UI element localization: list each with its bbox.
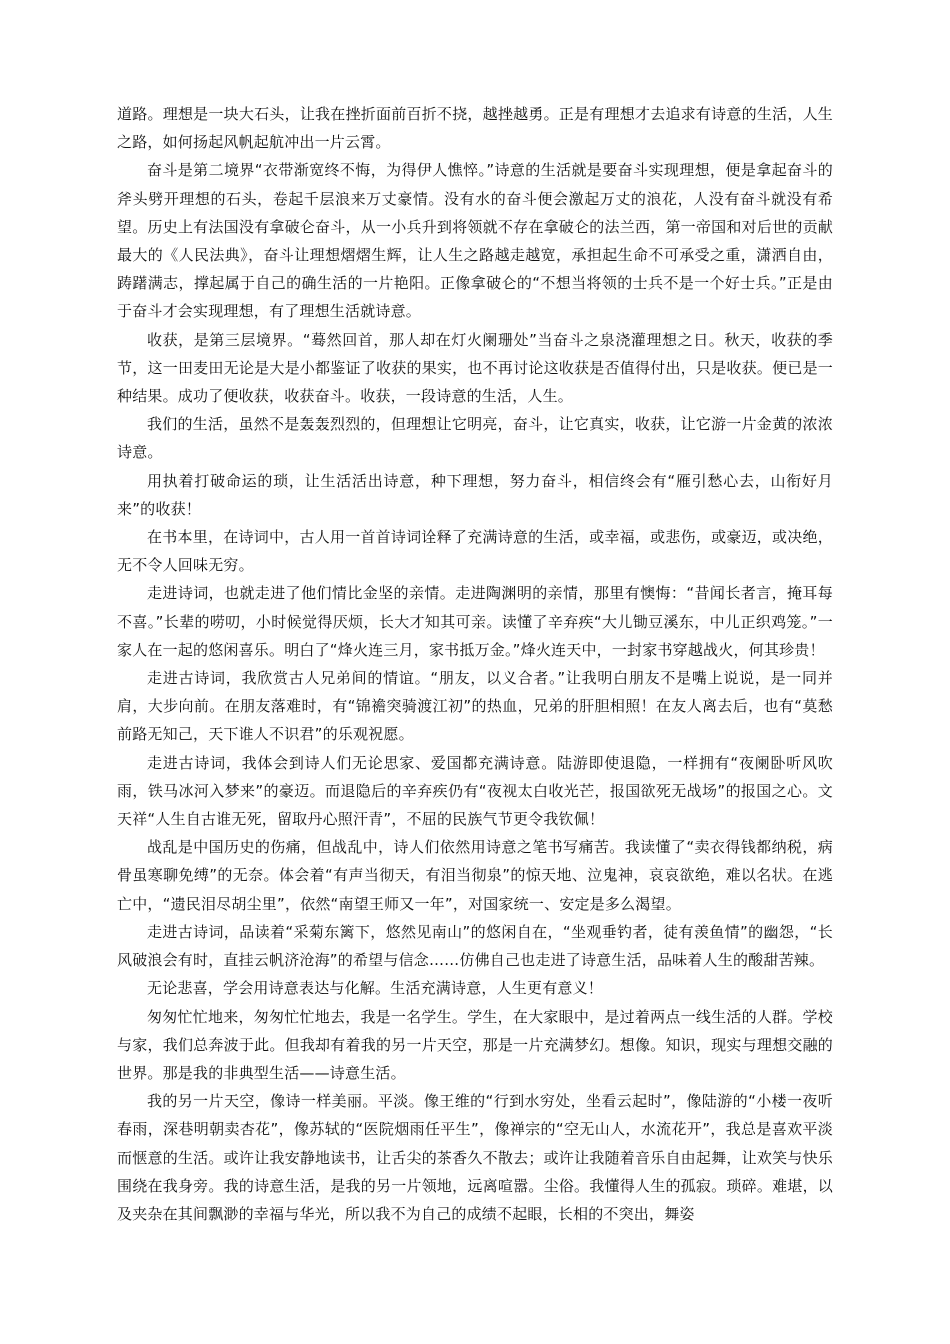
paragraph: 我们的生活，虽然不是轰轰烈烈的，但理想让它明亮，奋斗，让它真实，收获，让它游一片金黄的浓浓诗意。 bbox=[117, 415, 833, 462]
paragraph: 走进古诗词，我体会到诗人们无论思家、爱国都充满诗意。陆游即使退隐，一样拥有“夜阑卧听风吹雨，铁马冰河入梦来”的豪迈。而退隐后的辛弃疾仍有“夜视太白收光芒，报国欲死无战场”的报国之心。文天祥“人生自古谁无死，留取丹心照汗青”，不屈的民族气节更令我钦佩！ bbox=[117, 753, 833, 829]
paragraph: 奋斗是第二境界“衣带渐宽终不悔，为得伊人憔悴。”诗意的生活就是要奋斗实现理想，便是拿起奋斗的斧头劈开理想的石头，卷起千层浪来万丈豪情。没有水的奋斗便会激起万丈的浪花，人没有奋斗就没有希望。历史上有法国没有拿破仑奋斗，从一小兵升到将领就不存在拿破仑的法兰西，第一帝国和对后世的贡献最大的《人民法典》，奋斗让理想熠熠生辉，让人生之路越走越宽，承担起生命不可承受之重，潇洒自由，踌躇满志，撑起属于自己的确生活的一片艳阳。正像拿破仑的“不想当将领的士兵不是一个好士兵。”正是由于奋斗才会实现理想，有了理想生活就诗意。 bbox=[117, 161, 833, 321]
paragraph: 用执着打破命运的琐，让生活活出诗意，种下理想，努力奋斗，相信终会有“雁引愁心去，山衔好月来”的收获！ bbox=[117, 471, 833, 518]
paragraph: 走进诗词，也就走进了他们情比金坚的亲情。走进陶渊明的亲情，那里有懊悔：“昔闻长者言，掩耳每不喜。”长辈的唠叨，小时候觉得厌烦，长大才知其可亲。读懂了辛弃疾“大儿锄豆溪东，中儿正织鸡笼。”一家人在一起的悠闲喜乐。明白了“烽火连三月，家书抵万金。”烽火连天中，一封家书穿越战火，何其珍贵！ bbox=[117, 584, 833, 659]
paragraph: 在书本里，在诗词中，古人用一首首诗词诠释了充满诗意的生活，或幸福，或悲伤，或豪迈，或决绝，无不令人回味无穷。 bbox=[117, 528, 833, 575]
paragraph: 战乱是中国历史的伤痛，但战乱中，诗人们依然用诗意之笔书写痛苦。我读懂了“卖衣得钱都纳税，病骨虽寒聊免缚”的无奈。体会着“有声当彻天，有泪当彻泉”的惊天地、泣鬼神，哀哀欲绝，难以名状。在逃亡中，“遗民泪尽胡尘里”，依然“南望王师又一年”，对国家统一、安定是多么渴望。 bbox=[117, 838, 833, 913]
paragraph: 走进古诗词，我欣赏古人兄弟间的情谊。“朋友，以义合者。”让我明白朋友不是嘴上说说，是一同并肩，大步向前。在朋友落难时，有“锦襜突骑渡江初”的热血，兄弟的肝胆相照！在友人离去后，也有“莫愁前路无知己，天下谁人不识君”的乐观祝愿。 bbox=[117, 669, 833, 744]
paragraph: 无论悲喜，学会用诗意表达与化解。生活充满诗意，人生更有意义！ bbox=[147, 979, 604, 998]
paragraph: 走进古诗词，品读着“采菊东篱下，悠然见南山”的悠闲自在，“坐观垂钓者，徒有羡鱼情”的幽怨，“长风破浪会有时，直挂云帆济沧海”的希望与信念……仿佛自己也走进了诗意生活，品味着人生的酸甜苦辣。 bbox=[117, 922, 833, 970]
paragraph: 我的另一片天空，像诗一样美丽。平淡。像王维的“行到水穷处，坐看云起时”，像陆游的“小楼一夜听春雨，深巷明朝卖杏花”，像苏轼的“医院烟雨任平生”，像禅宗的“空无山人，水流花开”，我总是喜欢平淡而惬意的生活。或许让我安静地读书，让舌尖的茶香久不散去；或许让我随着音乐自由起舞，让欢笑与快乐围绕在我身旁。我的诗意生活，是我的另一片领地，远离喧嚣。尘俗。我懂得人生的孤寂。琐碎。难堪，以及夹杂在其间飘渺的幸福与华光，所以我不为自己的成绩不起眼，长相的不突出，舞姿 bbox=[117, 1092, 833, 1223]
document-body bbox=[117, 100, 833, 1228]
paragraph: 道路。理想是一块大石头，让我在挫折面前百折不挠，越挫越勇。正是有理想才去追求有诗意的生活，人生之路，如何扬起风帆起航冲出一片云霄。 bbox=[117, 105, 833, 152]
paragraph: 收获，是第三层境界。“蓦然回首，那人却在灯火阑珊处”当奋斗之泉浇灌理想之日。秋天，收获的季节，这一田麦田无论是大是小都鉴证了收获的果实，也不再讨论这收获是否值得付出，只是收获。便已是一种结果。成功了便收获，收获奋斗。收获，一段诗意的生活，人生。 bbox=[117, 330, 833, 406]
paragraph: 匆匆忙忙地来，匆匆忙忙地去，我是一名学生。学生，在大家眼中，是过着两点一线生活的人群。学校与家，我们总奔波于此。但我却有着我的另一片天空，那是一片充满梦幻。想像。知识，现实与理想交融的世界。那是我的非典型生活——诗意生活。 bbox=[117, 1007, 833, 1082]
